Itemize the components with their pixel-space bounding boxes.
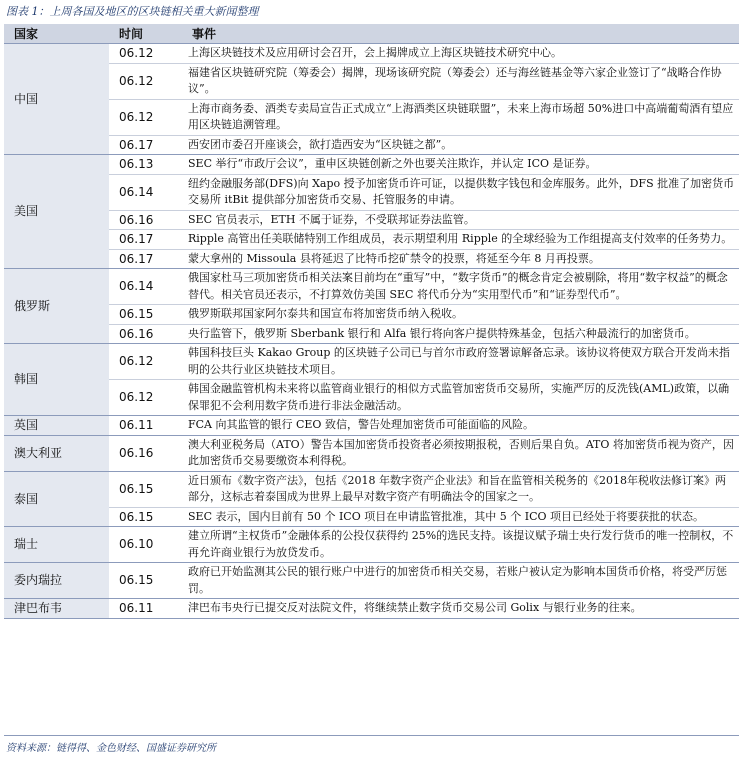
- event-cell: 韩国科技巨头 Kakao Group 的区块链子公司已与首尔市政府签署谅解备忘录。该协议将使双方联合开发尚未指明的公共行业区块链技术项目。: [182, 344, 739, 380]
- header-time: 时间: [109, 24, 182, 44]
- event-cell: SEC 表示，国内目前有 50 个 ICO 项目在申请监管批准，其中 5 个 ICO 项目已经处于将要获批的状态。: [182, 507, 739, 527]
- table-row: [4, 155, 739, 175]
- event-cell: FCA 向其监管的银行 CEO 致信，警告处理加密货币可能面临的风险。: [182, 416, 739, 436]
- event-cell: Ripple 高管出任美联储特别工作组成员，表示期望利用 Ripple 的全球经验为工作组提高支付效率的任务势力。: [182, 230, 739, 250]
- event-cell: 政府已开始监测其公民的银行账户中进行的加密货币相关交易，若账户被认定为影响本国货币价格，将受严厉惩罚。: [182, 563, 739, 599]
- event-cell: 蒙大拿州的 Missoula 县将延迟了比特币挖矿禁令的投票，将延至今年 8 月再投票。: [182, 249, 739, 269]
- news-table: [4, 24, 739, 619]
- event-cell: 韩国金融监管机构未来将以监管商业银行的相似方式监管加密货币交易所，实施严厉的反洗钱(AML)政策，以确保罪犯不会利用数字货币进行非法金融活动。: [182, 380, 739, 416]
- table-caption: 图表 1：上周各国及地区的区块链相关重大新闻整理: [6, 5, 259, 18]
- event-cell: 澳大利亚税务局（ATO）警告本国加密货币投资者必须按期报税，否则后果自负。ATO 将加密货币视为资产，因此加密货币交易要缴资本利得税。: [182, 435, 739, 471]
- country-cell: 中国: [4, 44, 109, 155]
- table-row: [4, 416, 739, 436]
- table-row: [4, 599, 739, 619]
- date-cell: 06.17: [109, 135, 182, 155]
- table-row: [4, 471, 739, 507]
- date-cell: 06.12: [109, 380, 182, 416]
- table-header-row: [4, 24, 739, 44]
- date-cell: 06.15: [109, 305, 182, 325]
- table-row: [4, 324, 739, 344]
- header-event: 事件: [182, 24, 739, 44]
- country-cell: 俄罗斯: [4, 269, 109, 344]
- date-cell: 06.16: [109, 324, 182, 344]
- table-row: [4, 344, 739, 380]
- table-row: [4, 305, 739, 325]
- event-cell: SEC 举行“市政厅会议”，重申区块链创新之外也要关注欺诈，并认定 ICO 是证券。: [182, 155, 739, 175]
- source-note: 资料来源：链得得、金色财经、国盛证券研究所: [6, 743, 216, 754]
- date-cell: 06.14: [109, 174, 182, 210]
- table-bottom-rule: [4, 735, 739, 736]
- event-cell: 上海区块链技术及应用研讨会召开，会上揭牌成立上海区块链技术研究中心。: [182, 44, 739, 64]
- table-body: [4, 44, 739, 619]
- date-cell: 06.16: [109, 210, 182, 230]
- event-cell: 福建省区块链研究院（筹委会）揭牌，现场该研究院（筹委会）还与海丝链基金等六家企业签订了“战略合作协议”。: [182, 63, 739, 99]
- table-row: [4, 135, 739, 155]
- date-cell: 06.10: [109, 527, 182, 563]
- country-cell: 澳大利亚: [4, 435, 109, 471]
- date-cell: 06.16: [109, 435, 182, 471]
- date-cell: 06.15: [109, 507, 182, 527]
- table-row: [4, 249, 739, 269]
- table-row: [4, 174, 739, 210]
- event-cell: 上海市商务委、酒类专卖局宣告正式成立“上海酒类区块链联盟”，未来上海市场超 50%进口中高端葡萄酒有望应用区块链追溯管理。: [182, 99, 739, 135]
- date-cell: 06.12: [109, 99, 182, 135]
- country-cell: 瑞士: [4, 527, 109, 563]
- date-cell: 06.13: [109, 155, 182, 175]
- country-cell: 津巴布韦: [4, 599, 109, 619]
- table-row: [4, 380, 739, 416]
- country-cell: 美国: [4, 155, 109, 269]
- date-cell: 06.14: [109, 269, 182, 305]
- table-row: [4, 269, 739, 305]
- date-cell: 06.17: [109, 249, 182, 269]
- event-cell: 近日颁布《数字资产法》，包括《2018 年数字资产企业法》和旨在监管相关税务的《2018年税收法修订案》两部分，这标志着泰国成为世界上最早对数字资产有明确法令的国家之一。: [182, 471, 739, 507]
- table-row: [4, 230, 739, 250]
- date-cell: 06.11: [109, 416, 182, 436]
- date-cell: 06.17: [109, 230, 182, 250]
- table-row: [4, 63, 739, 99]
- table-row: [4, 435, 739, 471]
- country-cell: 委内瑞拉: [4, 563, 109, 599]
- event-cell: 西安团市委召开座谈会，欲打造西安为“区块链之都”。: [182, 135, 739, 155]
- country-cell: 韩国: [4, 344, 109, 416]
- date-cell: 06.12: [109, 44, 182, 64]
- date-cell: 06.12: [109, 344, 182, 380]
- country-cell: 泰国: [4, 471, 109, 527]
- event-cell: 建立所谓“主权货币”金融体系的公投仅获得约 25%的选民支持。该提议赋予瑞士央行发行货币的唯一控制权，不再允许商业银行为放贷发币。: [182, 527, 739, 563]
- table-row: [4, 99, 739, 135]
- date-cell: 06.15: [109, 563, 182, 599]
- date-cell: 06.11: [109, 599, 182, 619]
- event-cell: 纽约金融服务部(DFS)向 Xapo 授予加密货币许可证，以提供数字钱包和金库服务。此外，DFS 批准了加密货币交易所 itBit 提供部分加密货币交易、托管服务的申请。: [182, 174, 739, 210]
- header-country: 国家: [4, 24, 109, 44]
- event-cell: 央行监管下，俄罗斯 Sberbank 银行和 Alfa 银行将向客户提供特殊基金，包括六种最流行的加密货币。: [182, 324, 739, 344]
- country-cell: 英国: [4, 416, 109, 436]
- table-row: [4, 563, 739, 599]
- table-row: [4, 210, 739, 230]
- date-cell: 06.15: [109, 471, 182, 507]
- table-row: [4, 44, 739, 64]
- event-cell: SEC 官员表示，ETH 不属于证券，不受联邦证券法监管。: [182, 210, 739, 230]
- event-cell: 俄罗斯联邦国家阿尔泰共和国宣布将加密货币纳入税收。: [182, 305, 739, 325]
- table-row: [4, 507, 739, 527]
- date-cell: 06.12: [109, 63, 182, 99]
- event-cell: 俄国家杜马三项加密货币相关法案目前均在“重写”中，“数字货币”的概念肯定会被剔除，将用“数字权益”的概念替代。相关官员还表示，不打算效仿美国 SEC 将代币分为“实用型代币”和“证券型代币”。: [182, 269, 739, 305]
- table-row: [4, 527, 739, 563]
- event-cell: 津巴布韦央行已提交反对法院文件，将继续禁止数字货币交易公司 Golix 与银行业务的往来。: [182, 599, 739, 619]
